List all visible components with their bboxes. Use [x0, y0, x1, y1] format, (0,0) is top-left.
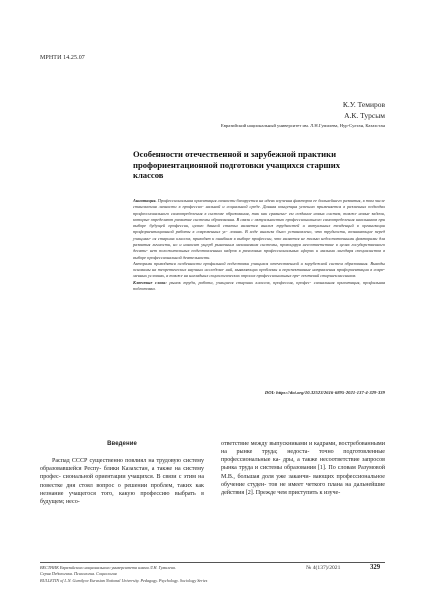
- abstract-line: лагодаря специалистов в выборе профессиональной деятельности.: [133, 248, 385, 260]
- title-line: классов: [133, 170, 164, 180]
- body-paragraph: [221, 440, 385, 497]
- body-line: Распад СССР существенно повлиял на: [52, 458, 157, 465]
- abstract-line: ся старших классов, приводят к ошибкам в выборе профессии, что является не только: [152, 235, 322, 241]
- abstract-label: Аннотация.: [133, 198, 157, 203]
- body-line: точно подготовленные профессиональные ка-: [221, 449, 385, 464]
- title-line: Особенности отечественной и зарубежной практики: [133, 149, 337, 159]
- abstract-line: образования. В связи с актуальностью профессионального самоопределения школьников: [211, 216, 379, 222]
- title-line: профориентационной подготовки учащихся старших: [133, 159, 341, 170]
- body-line: сиональной ориентации учащихся. В связи с: [62, 474, 184, 481]
- keywords-line: рынок труда, работа, учащиеся старших классов, профессия, профес-: [169, 279, 314, 285]
- body-line: блики Казахстан, а также на систему профес-: [40, 466, 204, 481]
- abstract-line: менных условиях, а также на наглядных социологических опросах профессиональных пре-: [133, 273, 302, 279]
- abstract-line: актуальных тенденций в организации профориентационной работы в современных ус-: [133, 223, 385, 235]
- keywords-label: Ключевые слова:: [133, 279, 167, 285]
- abstract-line: ем создание новых систем, также новые задачи, которые определяют развитие системы: [133, 210, 385, 222]
- authors-block: [343, 100, 385, 121]
- body-line: востребованными на рынке труда; недоста-: [221, 441, 385, 456]
- body-line: трудовую систему образовавшейся Респу-: [40, 458, 205, 473]
- doi-link[interactable]: DOI: https://doi.org/10.32523/2616-6895-2021-137-4-329-339: [264, 390, 385, 395]
- keywords-paragraph: [133, 280, 385, 293]
- body-line: ответствие между выпускниками и кадрами,: [221, 441, 339, 447]
- author-name: А.К. Турсым: [344, 110, 385, 120]
- abstract-line: ний, выявляющих проблемы и перспективные направления профориентации в совре-: [225, 267, 385, 273]
- author-affiliation: Евразийский национальный университет им. Л.Н.Гумилева, Нур-Султан, Казахстан: [220, 123, 385, 128]
- journal-line: Серия Педагогика. Психология. Социология: [40, 571, 117, 577]
- body-column-right: [221, 440, 385, 497]
- abstract-line: подходах профессионального самоопределения в системе образования, так как сравнени-: [133, 204, 385, 216]
- body-line: вающих профессиональное обучение студен-: [221, 473, 385, 488]
- abstract-line: зарубежной систем образования. Выводы основаны на теоретических научных исследова-: [133, 260, 385, 273]
- abstract-line: Профессиональная ориентация личности базируется на идеях изучения: [157, 198, 294, 203]
- journal-info: [40, 565, 207, 584]
- body-line: труда и системы образования [1]. По словам: [238, 465, 358, 472]
- abstract-line: недостаточными факторами для развития личности, но и наносит ущерб рыночным: [133, 235, 385, 247]
- footer-divider: [40, 562, 385, 563]
- section-heading: Введение: [107, 441, 137, 447]
- body-paragraph: [40, 457, 204, 506]
- journal-line: BULLETIN of L.N. Gumilyov Eurasian National University. Pedagogy. Psychology. Sociology Series: [40, 577, 208, 583]
- body-line: этим на повестке дня стоял вопрос о решении: [40, 474, 204, 489]
- body-line: тов не имеет четкого плана на дальнейшие: [268, 481, 385, 488]
- abstract-line: почтений старшеклассников.: [301, 273, 357, 279]
- body-line: какую профессию выбрать в будущем; несо-: [40, 490, 204, 505]
- body-line: дры, а также несоответствие запросов рынка: [221, 457, 385, 472]
- abstract-block: [133, 198, 385, 292]
- issue-number: № 4(137)/2021: [306, 565, 341, 571]
- abstract-line: нальной и социальной среде. Данная концепция успешно применяется в различных: [205, 204, 369, 210]
- abstract-paragraph: [133, 198, 385, 261]
- body-line: действия [2]. Прежде чем приступить к изуче-: [221, 489, 341, 496]
- grntie-code: МРНТИ 14.25.07: [40, 55, 85, 61]
- journal-line: ВЕСТНИК Евразийского национального университета имени Л.Н. Гумилева.: [40, 565, 176, 570]
- article-title: [133, 149, 385, 181]
- author-name: К.У. Темиров: [342, 100, 385, 109]
- abstract-line: Авторами приводятся особенности профильной подготовки учащихся отечественной и: [133, 260, 305, 266]
- page-number: 329: [370, 564, 381, 571]
- abstract-line: нет положительных подготовленных кадров в различных профессиональных сферах и малыми: [149, 248, 337, 254]
- body-line: проблем, таких как незнание учащегося того,: [40, 482, 204, 497]
- abstract-paragraph: [133, 261, 385, 280]
- abstract-line: при выборе будущей профессии, целью данной статьи является анализ трудностей и: [133, 216, 386, 229]
- abstract-line: ловиях. В ходе анализа было установлено, что трудности, возникающие перед учащими-: [133, 229, 386, 241]
- abstract-line: факторов ее дальнейшего развития, в том числе становления личности в профессио-: [133, 198, 385, 210]
- abstract-line: механизмам системы, провоцируя несоответствие в целях государственного десяти-: [133, 241, 385, 254]
- body-column-left: [40, 440, 204, 506]
- body-line: Разумовой М.В., большая доля уже заканчи-: [221, 465, 385, 480]
- keywords-line: сиональная ориентация, профильная подготовка.: [133, 279, 385, 291]
